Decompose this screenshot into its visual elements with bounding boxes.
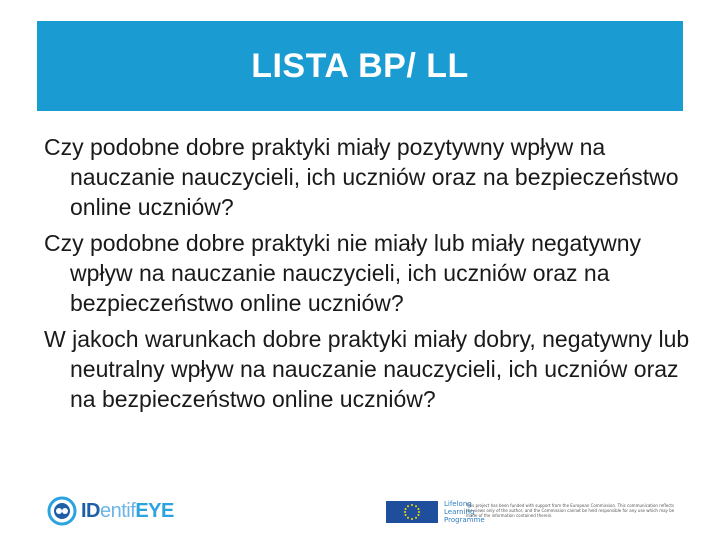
logo-text-id: ID: [81, 499, 100, 522]
footer: [0, 492, 720, 532]
logo-text-eye: EYE: [135, 499, 174, 522]
llp-line-2: Learning: [444, 508, 475, 516]
slide-title: LISTA BP/ LL: [251, 46, 469, 85]
title-bar: [37, 21, 683, 111]
eu-disclaimer: This project has been funded with support from the European Commission. This communication reflects the views only of the author, and the Commission cannot be held responsible for any use which may be made of the information contained therein.: [466, 503, 675, 518]
question-3: W jakoch warunkach dobre praktyki miały dobry, negatywny lub neutralny wpływ na nauczanie nauczycieli, ich uczniów oraz na bezpieczeństwo online uczniów?: [44, 326, 690, 412]
question-1: Czy podobne dobre praktyki miały pozytywny wpływ na nauczanie nauczycieli, ich uczniów oraz na bezpieczeństwo online uczniów?: [44, 134, 679, 220]
logo-text-entif: entif: [100, 499, 136, 522]
logo-text: [81, 500, 174, 523]
eye-icon: [47, 496, 77, 526]
identifeye-logo: [47, 496, 174, 526]
question-2: Czy podobne dobre praktyki nie miały lub miały negatywny wpływ na nauczanie nauczycieli, ich uczniów oraz na bezpieczeństwo online uczniów?: [44, 230, 642, 316]
llp-line-1: Lifelong: [444, 500, 472, 508]
eu-flag-icon: [386, 501, 438, 523]
slide-body: [44, 132, 694, 420]
llp-line-3: Programme: [444, 516, 485, 524]
